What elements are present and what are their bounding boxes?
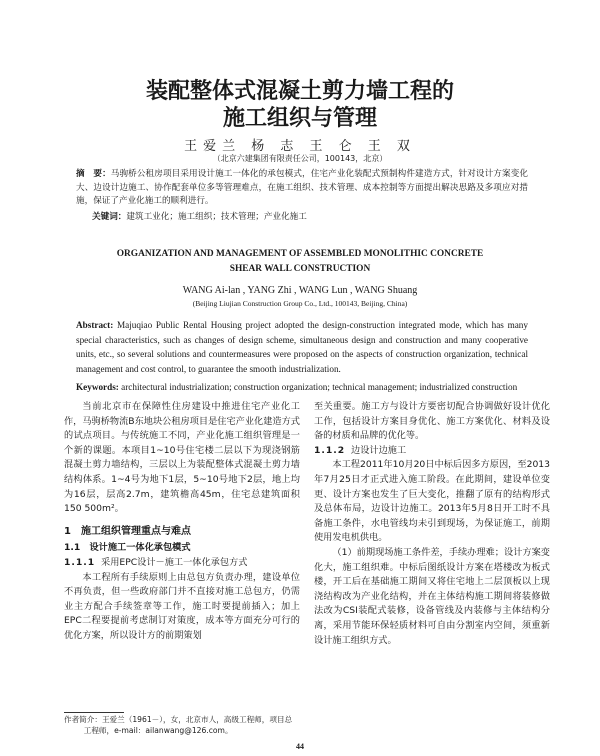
title-line-1: 装配整体式混凝土剪力墙工程的 — [145, 79, 454, 104]
page-number: 44 — [296, 742, 304, 751]
affiliation-zh: （北京六建集团有限责任公司，100143，北京） — [212, 154, 388, 163]
paper-title-en — [0, 247, 600, 277]
design-paragraph: 本工程2011年10月20日中标后因多方原因，至2013年7月25日才正式进入施工阶段。在此期间，建设单位变更、设计方案也发生了巨大变化，推翻了原有的结构形式及总体布局，边设计边施工。2013年5月8日开工时不具备施工条件，水电管线均未引到现场，为保证施工，前期使用发电机供电。 — [314, 459, 550, 544]
keywords-en-text: architectural industrialization; construction organization; technical management; industrialized construction — [118, 382, 518, 392]
abstract-en — [76, 318, 528, 376]
intro-paragraph: 当前北京市在保障性住房建设中推进住宅产业化工作，马驹桥物流B东地块公租房项目是住宅产业化建造方式的试点项目。与传统施工不同，产业化施工组织管理是一个新的课题。本项目1~10号住宅楼二层以下为现浇钢筋混凝土剪力墙结构，三层以上为装配整体式混凝土剪力墙结构体系。1~4号为地下1层，5~10号地下2层，地上均为16层，层高2.7m，建筑檐高45m，住宅总建筑面积150 500m²。 — [64, 401, 300, 515]
paper-title-zh — [0, 78, 600, 132]
right-column — [314, 400, 550, 648]
keywords-zh-text: 建筑工业化；施工组织；技术管理；产业化施工 — [126, 212, 307, 222]
section-heading-1-1-1 — [64, 556, 300, 571]
section-heading-1-1: 1.1 设计施工一体化承包模式 — [64, 542, 191, 554]
title-line-2: 施工组织与管理 — [222, 106, 377, 131]
authors-en: WANG Ai-lan , YANG Zhi , WANG Lun , WANG Shuang — [182, 285, 418, 296]
heading-1-1-2-title: 边设计边施工 — [351, 444, 407, 456]
section-heading-1: 1 施工组织管理重点与难点 — [64, 525, 191, 537]
list-paragraph: （1）前期现场施工条件差，手续办理难；设计方案变化大，施工组织难。中标后图纸设计方案在塔楼改为板式楼，开工后在基础施工期间又将住宅地上二层顶板以上现浇结构改为产业化结构，并在主体结构施工期间将装修做法改为CSI装配式装修，设备管线及内装修与主体结构分离，采用节能环保轻质材料可自由分割室内空间，须重新设计施工组织方式。 — [314, 546, 550, 646]
title-en-line-1: ORGANIZATION AND MANAGEMENT OF ASSEMBLED MONOLITHIC CONCRETE — [116, 249, 484, 259]
abstract-en-label: Abstract: — [76, 320, 114, 330]
keywords-en-label: Keywords: — [76, 382, 119, 392]
epc-paragraph: 本工程所有手续原则上由总包方负责办理，建设单位不再负责，但一些政府部门并不直接对施工总包方，仍需业主方配合手续签章等工作，施工时要提前插入；加上EPC二程要提前考虑制订对策度，成本等方面充分可行的优化方案，所以设计方的前期策划 — [64, 571, 300, 641]
heading-1-1-2-number: 1.1.2 — [314, 444, 346, 456]
abstract-zh — [76, 168, 528, 209]
left-column — [64, 400, 300, 644]
heading-1-1-1-number: 1.1.1 — [64, 556, 96, 568]
footnote-line-1: 作者简介：王爱兰（1961－），女，北京市人，高级工程师，项目总 — [64, 715, 293, 724]
keywords-en — [76, 380, 528, 395]
author-footnote — [64, 714, 300, 736]
section-heading-1-1-2 — [314, 444, 550, 459]
affiliation-en: (Beijing Liujian Construction Group Co., Ltd., 100143, Beijing, China) — [192, 299, 408, 308]
continued-paragraph: 至关重要。施工方与设计方要密切配合协调做好设计优化工作，包括设计方案目身优化、施工方案优化、材料及设备的材质和品牌的优化等。 — [314, 401, 550, 442]
authors-zh: 王爱兰 杨 志 王 仑 王 双 — [184, 139, 416, 154]
title-en-line-2: SHEAR WALL CONSTRUCTION — [229, 264, 371, 274]
abstract-en-text: Majuqiao Public Rental Housing project adopted the design-construction integrated mode, which has many special characteristics, such as changes of design scheme, simultaneous design and construction and many cooperative units, etc., so several solutions and countermeasures were proposed on the aspects of construction organization, technical management and cost control, to guarantee the smooth industrialization. — [76, 320, 528, 374]
abstract-zh-text: 马驹桥公租房项目采用设计施工一体化的承包模式，住宅产业化装配式预制构件建造方式，针对设计方案变化大、边设计边施工、协作配套单位多等管理难点，在施工组织、技术管理、成本控制等方面提出解决思路及多项应对措施，保证了产业化施工的顺利进行。 — [76, 169, 528, 206]
heading-1-1-1-title: 采用EPC设计－施工一体化承包方式 — [101, 556, 248, 568]
footnote-divider — [64, 712, 124, 713]
abstract-zh-label: 摘 要： — [76, 169, 111, 179]
footnote-line-2: 工程师，e-mail：ailanwang@126.com。 — [83, 726, 233, 735]
keywords-zh — [92, 210, 528, 222]
keywords-zh-label: 关键词： — [92, 212, 127, 222]
